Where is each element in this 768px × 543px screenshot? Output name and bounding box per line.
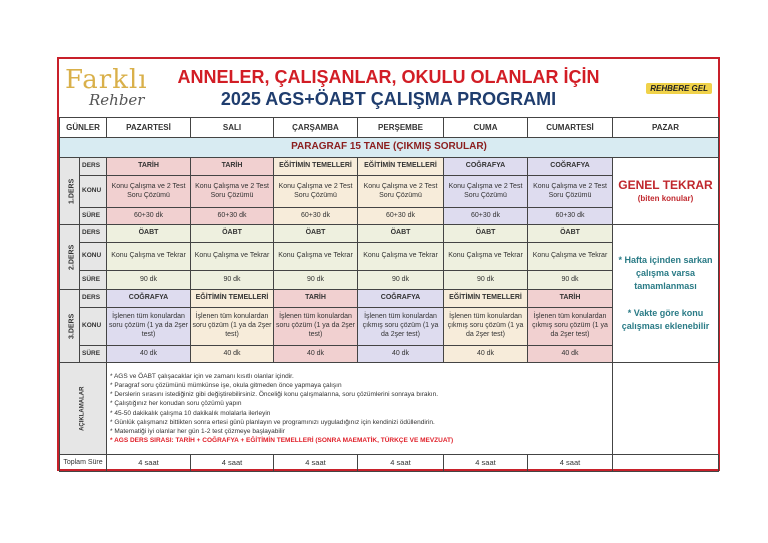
day-header: SALI <box>191 118 274 138</box>
sure-cell: 90 dk <box>444 271 528 290</box>
konu-cell: Konu Çalışma ve Tekrar <box>191 243 274 271</box>
row-label: DERS <box>80 158 107 176</box>
block-label: 3.DERS <box>60 290 80 363</box>
day-header: CUMA <box>444 118 528 138</box>
ders-cell: COĞRAFYA <box>107 290 191 308</box>
sure-cell: 60+30 dk <box>274 208 358 225</box>
pazar-notes: * Hafta içinden sarkan çalışma varsa tamamlanması * Vakte göre konu çalışması eklenebilir <box>613 225 719 363</box>
ders-cell: COĞRAFYA <box>358 290 444 308</box>
konu-cell: Konu Çalışma ve 2 Test Soru Çözümü <box>274 176 358 208</box>
sure-cell: 90 dk <box>107 271 191 290</box>
row-label: KONU <box>80 176 107 208</box>
schedule-table <box>59 117 719 472</box>
note-item: * Günlük çalışmanız bittikten sonra ertesi günü planlayın ve programınızı uyguladığınız için kendinizi ödüllendirin. <box>110 418 435 426</box>
sure-cell: 40 dk <box>358 346 444 363</box>
sure-cell: 60+30 dk <box>107 208 191 225</box>
ders-cell: ÖABT <box>107 225 191 243</box>
sure-cell: 40 dk <box>444 346 528 363</box>
konu-cell: Konu Çalışma ve 2 Test Soru Çözümü <box>444 176 528 208</box>
konu-cell: Konu Çalışma ve Tekrar <box>274 243 358 271</box>
konu-cell: Konu Çalışma ve Tekrar <box>444 243 528 271</box>
aciklamalar-label: AÇIKLAMALAR <box>60 363 107 455</box>
toplam-cell: 4 saat <box>191 455 274 472</box>
ders-cell: TARİH <box>528 290 613 308</box>
sure-cell: 90 dk <box>274 271 358 290</box>
ders-cell: COĞRAFYA <box>528 158 613 176</box>
konu-cell: Konu Çalışma ve 2 Test Soru Çözümü <box>107 176 191 208</box>
genel-tekrar: GENEL TEKRAR (biten konular) <box>613 158 719 225</box>
block-label: 2.DERS <box>60 225 80 290</box>
days-label: GÜNLER <box>60 118 107 138</box>
row-label: KONU <box>80 243 107 271</box>
sure-cell: 40 dk <box>274 346 358 363</box>
ders-cell: TARİH <box>107 158 191 176</box>
day-header: PAZARTESİ <box>107 118 191 138</box>
konu-cell: İşlenen tüm konulardan çıkmış soru çözüm (1 ya da 2şer test) <box>528 308 613 346</box>
sure-cell: 90 dk <box>358 271 444 290</box>
toplam-cell: 4 saat <box>107 455 191 472</box>
konu-cell: Konu Çalışma ve 2 Test Soru Çözümü <box>358 176 444 208</box>
toplam-cell: 4 saat <box>358 455 444 472</box>
note-item: * 45-50 dakikalık çalışma 10 dakikalık molalarla ilerleyin <box>110 409 271 417</box>
row-label: SÜRE <box>80 208 107 225</box>
logo: Farklı Rehber <box>65 65 148 109</box>
ders-row <box>60 225 719 243</box>
day-header: PAZAR <box>613 118 719 138</box>
ders-cell: COĞRAFYA <box>444 158 528 176</box>
note-item: * AGS ve ÖABT çalışacaklar için ve zamanı kısıtlı olanlar içindir. <box>110 372 294 380</box>
row-label: DERS <box>80 290 107 308</box>
ders-cell: EĞİTİMİN TEMELLERİ <box>444 290 528 308</box>
ders-cell: ÖABT <box>528 225 613 243</box>
title-line1: ANNELER, ÇALIŞANLAR, OKULU OLANLAR İÇİN <box>177 67 600 87</box>
konu-cell: İşlenen tüm konulardan çıkmış soru çözüm (1 ya da 2şer test) <box>358 308 444 346</box>
aciklamalar-list <box>107 363 613 455</box>
konu-cell: Konu Çalışma ve 2 Test Soru Çözümü <box>191 176 274 208</box>
days-row <box>60 118 719 138</box>
sure-cell: 40 dk <box>107 346 191 363</box>
sure-cell: 60+30 dk <box>191 208 274 225</box>
row-label: SÜRE <box>80 271 107 290</box>
sure-cell: 40 dk <box>528 346 613 363</box>
konu-cell: Konu Çalışma ve Tekrar <box>358 243 444 271</box>
toplam-label: Toplam Süre <box>60 455 107 472</box>
brand-logo: REHBERE GEL <box>646 83 712 94</box>
konu-cell: İşlenen tüm konulardan soru çözüm (1 ya da 2şer test) <box>274 308 358 346</box>
ders-cell: ÖABT <box>191 225 274 243</box>
toplam-cell: 4 saat <box>528 455 613 472</box>
paragraf-row: PARAGRAF 15 TANE (ÇIKMIŞ SORULAR) <box>60 138 719 158</box>
day-header: PERŞEMBE <box>358 118 444 138</box>
sure-cell: 60+30 dk <box>358 208 444 225</box>
sure-cell: 90 dk <box>191 271 274 290</box>
toplam-cell-empty <box>613 455 719 472</box>
ders-cell: TARİH <box>274 290 358 308</box>
konu-cell: Konu Çalışma ve 2 Test Soru Çözümü <box>528 176 613 208</box>
sure-cell: 40 dk <box>191 346 274 363</box>
ders-cell: ÖABT <box>274 225 358 243</box>
toplam-cell: 4 saat <box>444 455 528 472</box>
title-line2: 2025 AGS+ÖABT ÇALIŞMA PROGRAMI <box>220 89 557 109</box>
sure-cell: 60+30 dk <box>444 208 528 225</box>
note-item: * Paragraf soru çözümünü mümkünse işe, okula gitmeden önce yapmaya çalışın <box>110 381 342 389</box>
konu-cell: İşlenen tüm konulardan soru çözüm (1 ya da 2şer test) <box>107 308 191 346</box>
ders-cell: EĞİTİMİN TEMELLERİ <box>358 158 444 176</box>
sure-cell: 60+30 dk <box>528 208 613 225</box>
toplam-cell: 4 saat <box>274 455 358 472</box>
note-item: * Matematiği iyi olanlar her gün 1-2 test çözmeye başlayabilir <box>110 427 285 435</box>
ders-cell: ÖABT <box>358 225 444 243</box>
row-label: SÜRE <box>80 346 107 363</box>
konu-cell: İşlenen tüm konulardan soru çözüm (1 ya da 2şer test) <box>191 308 274 346</box>
ders-row <box>60 158 719 176</box>
note-item: * Çalıştığınız her konudan soru çözümü yapın <box>110 400 242 408</box>
row-label: KONU <box>80 308 107 346</box>
konu-cell: İşlenen tüm konulardan çıkmış soru çözüm (1 ya da 2şer test) <box>444 308 528 346</box>
sure-cell: 90 dk <box>528 271 613 290</box>
day-header: CUMARTESİ <box>528 118 613 138</box>
day-header: ÇARŞAMBA <box>274 118 358 138</box>
ders-cell: EĞİTİMİN TEMELLERİ <box>191 290 274 308</box>
row-label: DERS <box>80 225 107 243</box>
ders-cell: ÖABT <box>444 225 528 243</box>
ders-cell: EĞİTİMİN TEMELLERİ <box>274 158 358 176</box>
block-label: 1.DERS <box>60 158 80 225</box>
ders-cell: TARİH <box>191 158 274 176</box>
note-highlight: * AGS DERS SIRASI: TARİH + COĞRAFYA + EĞİTİMİN TEMELLERİ (SONRA MAEMATİK, TÜRKÇE VE MEVZUAT) <box>110 437 454 445</box>
schedule-sheet <box>57 57 720 471</box>
header <box>59 59 718 117</box>
konu-cell: Konu Çalışma ve Tekrar <box>107 243 191 271</box>
konu-cell: Konu Çalışma ve Tekrar <box>528 243 613 271</box>
note-item: * Derslerin sırasını istediğiniz gibi değiştirebilirsiniz. Önceliği konu çalışmalarına, soru çözümlerini sonraya bırakın. <box>110 391 439 399</box>
